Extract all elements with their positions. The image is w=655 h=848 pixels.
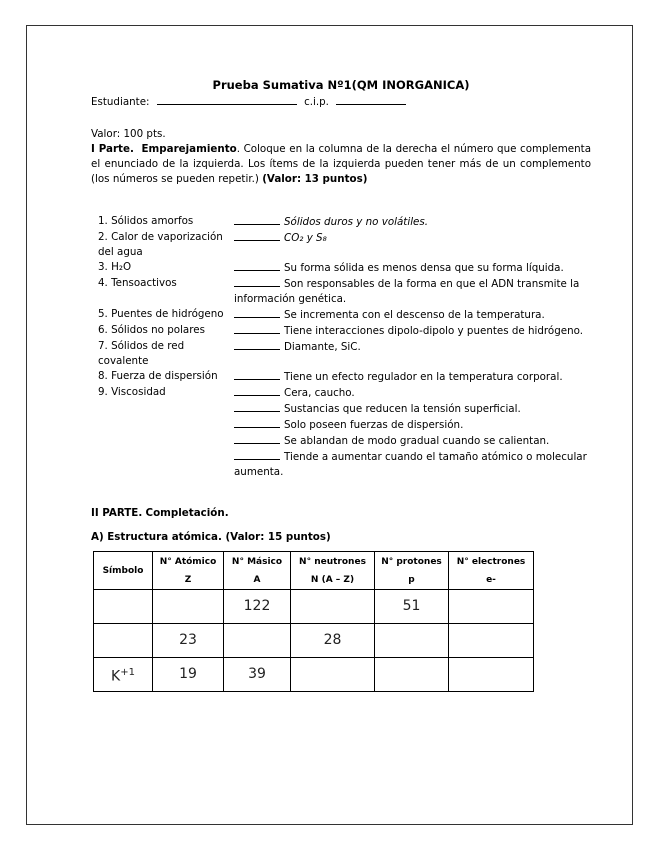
list-item (91, 323, 591, 339)
left-item: 8. Fuerza de dispersión (98, 370, 218, 382)
answer-blank[interactable] (234, 323, 280, 334)
cell: 39 (224, 658, 291, 692)
right-item-text: Diamante, SiC. (284, 341, 361, 353)
answer-blank[interactable] (234, 230, 280, 241)
answer-blank[interactable] (234, 307, 280, 318)
answer-blank[interactable] (234, 401, 280, 412)
answer-blank[interactable] (234, 276, 280, 287)
cell: 23 (153, 624, 224, 658)
header-electrons: N° electrones e- (449, 552, 534, 590)
section-a-heading: A) Estructura atómica. (Valor: 15 puntos) (91, 531, 331, 543)
list-item (91, 307, 591, 323)
table-header-row (94, 552, 534, 590)
cip-label: c.i.p. (304, 96, 329, 108)
left-item-empty (91, 449, 234, 480)
left-item: 6. Sólidos no polares (98, 324, 205, 336)
right-item-text: Cera, caucho. (284, 387, 355, 399)
student-line (91, 94, 591, 110)
cell[interactable] (449, 624, 534, 658)
list-item (91, 433, 591, 449)
cip-blank[interactable] (336, 94, 406, 105)
student-label: Estudiante: (91, 96, 150, 108)
cell[interactable] (94, 590, 153, 624)
total-value: Valor: 100 pts. (91, 128, 166, 140)
cell[interactable] (224, 624, 291, 658)
list-item (91, 385, 591, 401)
left-item: 4. Tensoactivos (98, 277, 177, 289)
list-item (91, 276, 591, 307)
cell: 28 (291, 624, 375, 658)
exam-content (91, 78, 591, 692)
right-item (234, 385, 591, 401)
list-item (91, 230, 591, 260)
header-atomic-number: N° Atómico Z (153, 552, 224, 590)
cell[interactable] (94, 624, 153, 658)
part2-heading-line (91, 506, 591, 521)
cell[interactable] (449, 658, 534, 692)
right-item (234, 260, 591, 276)
right-item-text: Sustancias que reducen la tensión superficial. (284, 403, 521, 415)
right-item-text: Sólidos duros y no volátiles. (284, 216, 429, 228)
right-item (234, 369, 591, 385)
right-item (234, 339, 591, 369)
right-item (234, 230, 591, 260)
header-mass-number: N° Másico A (224, 552, 291, 590)
cell: 122 (224, 590, 291, 624)
cell[interactable] (153, 590, 224, 624)
answer-blank[interactable] (234, 260, 280, 271)
right-item (234, 276, 591, 307)
charge-superscript: +1 (120, 666, 135, 678)
answer-blank[interactable] (234, 369, 280, 380)
cell[interactable] (449, 590, 534, 624)
right-item-text: Tiende a aumentar cuando el tamaño atómico o molecular aumenta. (234, 451, 587, 478)
left-item: 1. Sólidos amorfos (98, 215, 194, 227)
part1-instructions (91, 142, 591, 187)
left-item: 2. Calor de vaporización del agua (98, 231, 223, 258)
left-item-empty (91, 401, 234, 417)
part2-subheading: Completación. (145, 507, 229, 519)
right-item-text: Su forma sólida es menos densa que su forma líquida. (284, 262, 564, 274)
list-item (91, 449, 591, 480)
right-item (234, 417, 591, 433)
cell[interactable] (375, 658, 449, 692)
part2-heading: II PARTE. (91, 507, 143, 519)
cell: 51 (375, 590, 449, 624)
student-blank[interactable] (157, 94, 297, 105)
exam-title: Prueba Sumativa Nº1(QM INORGANICA) (212, 78, 470, 92)
header-neutrons: N° neutrones N (A – Z) (291, 552, 375, 590)
left-item-empty (91, 417, 234, 433)
right-item (234, 214, 591, 230)
header-symbol: Símbolo (94, 552, 153, 590)
right-item-text: Tiene un efecto regulador en la temperatura corporal. (284, 371, 563, 383)
answer-blank[interactable] (234, 417, 280, 428)
right-item (234, 323, 591, 339)
right-item-text: CO₂ y S₈ (284, 232, 327, 244)
right-item (234, 307, 591, 323)
table-row (94, 624, 534, 658)
answer-blank[interactable] (234, 385, 280, 396)
answer-blank[interactable] (234, 449, 280, 460)
part1-subheading: Emparejamiento (141, 143, 237, 155)
list-item (91, 260, 591, 276)
list-item (91, 339, 591, 369)
cell[interactable] (375, 624, 449, 658)
cell: 19 (153, 658, 224, 692)
right-item (234, 401, 591, 417)
document-page (26, 25, 633, 825)
part1-text: . Coloque en la columna de la derecha el número que complementa el enunciado de la izquierda. Los ítems de la izquierda pueden tener más de un complemento (los números se pueden repetir.) (91, 143, 592, 185)
matching-list (91, 214, 591, 480)
cell[interactable] (291, 658, 375, 692)
table-row (94, 590, 534, 624)
left-item-empty (91, 433, 234, 449)
right-item-text: Son responsables de la forma en que el ADN transmite la información genética. (234, 278, 580, 305)
answer-blank[interactable] (234, 339, 280, 350)
table-row (94, 658, 534, 692)
left-item: 7. Sólidos de red covalente (98, 340, 185, 367)
left-item: 3. H₂O (98, 261, 132, 273)
part1-valor: (Valor: 13 puntos) (262, 173, 368, 185)
left-item: 9. Viscosidad (98, 386, 166, 398)
list-item (91, 369, 591, 385)
symbol-cell: $K^{+1}$ (94, 658, 153, 692)
list-item (91, 417, 591, 433)
answer-blank[interactable] (234, 433, 280, 444)
atomic-structure-table (93, 551, 534, 692)
right-item-text: Se incrementa con el descenso de la temperatura. (284, 309, 545, 321)
list-item (91, 401, 591, 417)
right-item-text: Tiene interacciones dipolo-dipolo y puentes de hidrógeno. (284, 325, 584, 337)
part1-heading: I Parte. (91, 143, 134, 155)
left-item: 5. Puentes de hidrógeno (98, 308, 224, 320)
right-item (234, 449, 591, 480)
cell[interactable] (291, 590, 375, 624)
list-item (91, 214, 591, 230)
answer-blank[interactable] (234, 214, 280, 225)
right-item-text: Solo poseen fuerzas de dispersión. (284, 419, 464, 431)
right-item-text: Se ablandan de modo gradual cuando se calientan. (284, 435, 550, 447)
right-item (234, 433, 591, 449)
header-protons: N° protones p (375, 552, 449, 590)
